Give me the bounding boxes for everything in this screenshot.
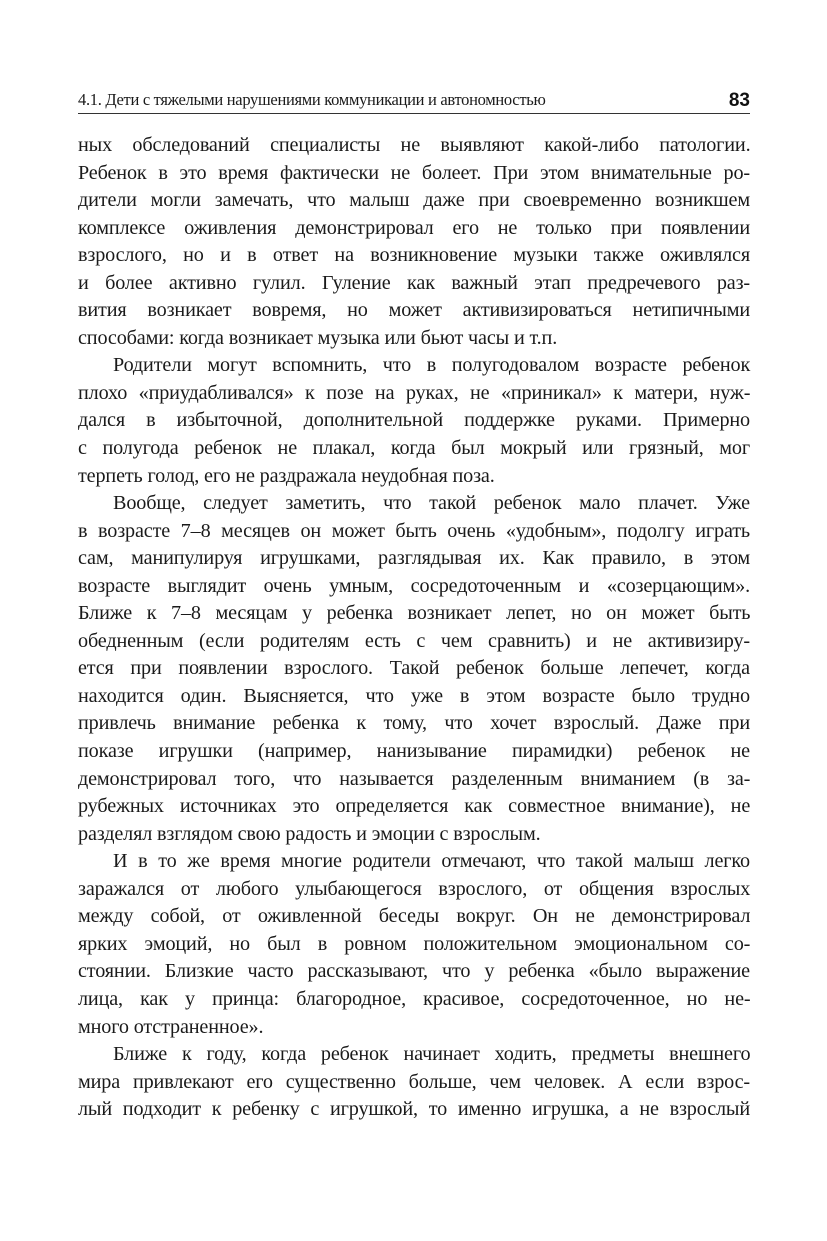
paragraph-5 (78, 1041, 750, 1124)
text-line: возрасте выглядит очень умным, сосредоточенным и «созерцающим». (78, 574, 750, 597)
text-line: много отстраненное». (78, 1015, 264, 1038)
text-line: плохо «приудабливался» к позе на руках, не «приникал» к матери, нуж- (78, 381, 751, 404)
text-line: Ближе к году, когда ребенок начинает ходить, предметы внешнего (113, 1043, 751, 1066)
text-line: лица, как у принца: благородное, красивое, сосредоточенное, но не- (78, 987, 751, 1010)
text-line: сам, манипулируя игрушками, разглядывая их. Как правило, в этом (78, 547, 750, 570)
text-line: взрослого, но и в ответ на возникновение музыки также оживлялся (78, 244, 750, 267)
book-page (78, 84, 750, 1124)
paragraph-1 (78, 132, 750, 352)
text-line: Родители могут вспомнить, что в полугодовалом возрасте ребенок (113, 354, 751, 377)
text-line: И в то же время многие родители отмечают, что такой малыш легко (113, 850, 750, 873)
text-line: в возрасте 7–8 месяцев он может быть очень «удобным», подолгу играть (78, 519, 750, 542)
text-line: способами: когда возникает музыка или бьют часы и т.п. (78, 326, 558, 349)
text-line: с полугода ребенок не плакал, когда был мокрый или грязный, мог (78, 437, 750, 460)
text-line: дался в избыточной, дополнительной поддержке руками. Примерно (78, 409, 750, 432)
text-line: дители могли замечать, что малыш даже при своевременно возникшем (78, 189, 750, 212)
text-line: Вообще, следует заметить, что такой ребенок мало плачет. Уже (113, 492, 750, 515)
text-line: ется при появлении взрослого. Такой ребенок больше лепечет, когда (78, 657, 750, 680)
text-line: привлечь внимание ребенка к тому, что хочет взрослый. Даже при (78, 712, 750, 735)
text-line: рубежных источниках это определяется как совместное внимание), не (78, 795, 751, 818)
text-line: Ребенок в это время фактически не болеет. При этом внимательные ро- (78, 161, 750, 184)
text-line: демонстрировал того, что называется разделенным вниманием (в за- (78, 767, 751, 790)
text-line: комплексе оживления демонстрировал его не только при появлении (78, 216, 750, 239)
text-line: лый подходит к ребенку с игрушкой, то именно игрушка, а не взрослый (78, 1098, 750, 1121)
paragraph-4 (78, 848, 750, 1041)
text-line: ных обследований специалисты не выявляют какой-либо патологии. (78, 134, 751, 156)
text-line: разделял взглядом свою радость и эмоции с взрослым. (78, 822, 541, 845)
body-text (78, 132, 750, 1124)
text-line: ярких эмоций, но был в ровном положительном эмоциональном со- (78, 932, 751, 955)
text-line: между собой, от оживленной беседы вокруг. Он не демонстрировал (78, 905, 751, 928)
text-line: заражался от любого улыбающегося взрослого, от общения взрослых (78, 877, 751, 900)
text-line: и более активно гулил. Гуление как важный этап предречевого раз- (78, 271, 750, 294)
text-line: вития возникает вовремя, но может активизироваться нетипичными (78, 299, 750, 322)
running-header (78, 84, 750, 114)
text-line: находится один. Выясняется, что уже в этом возрасте было трудно (78, 684, 750, 707)
text-line: обедненным (если родителям есть с чем сравнить) и не активизиру- (78, 629, 750, 652)
text-line: показе игрушки (например, нанизывание пирамидки) ребенок не (78, 740, 750, 763)
chapter-section-title: 4.1. Дети с тяжелыми нарушениями коммуникации и автономностью (78, 90, 546, 109)
text-line: Ближе к 7–8 месяцам у ребенка возникает лепет, но он может быть (78, 602, 751, 625)
text-line: мира привлекают его существенно больше, чем человек. А если взрос- (78, 1070, 750, 1093)
paragraph-3 (78, 490, 750, 848)
paragraph-2 (78, 352, 750, 490)
text-line: терпеть голод, его не раздражала неудобная поза. (78, 464, 495, 487)
text-line: стоянии. Близкие часто рассказывают, что у ребенка «было выражение (78, 960, 750, 983)
page-number: 83 (728, 90, 750, 111)
